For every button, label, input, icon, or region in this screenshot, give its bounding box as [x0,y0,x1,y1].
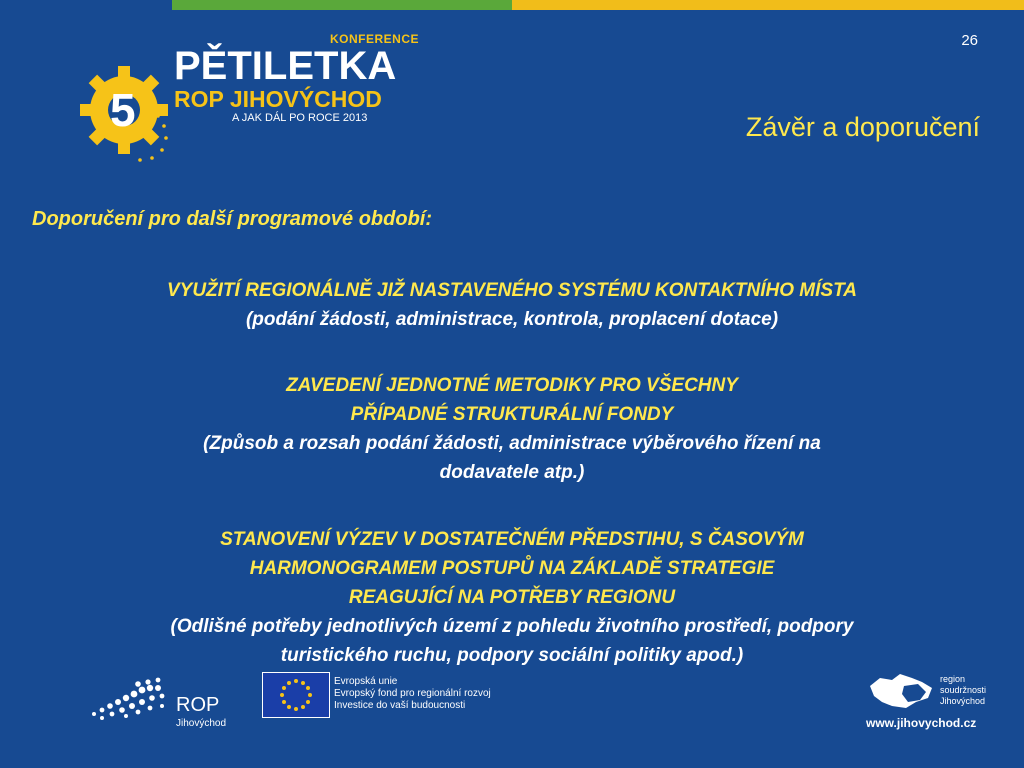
top-bar-yellow-segment [512,0,1024,10]
recommendation-3 [20,525,1004,670]
recommendation-3-note-line-1: (Odlišné potřeby jednotlivých území z pohledu životního prostředí, podpory [170,616,854,637]
region-text [940,674,986,707]
recommendation-2 [20,371,1004,487]
eu-text [334,676,491,712]
recommendation-2-headline-line-2: PŘÍPADNÉ STRUKTURÁLNÍ FONDY [350,404,674,425]
svg-text:5: 5 [110,84,136,136]
rop-label: ROP [176,694,220,716]
logo-name: PĚTILETKA [174,44,397,88]
recommendation-1-note-line-1: (podání žádosti, administrace, kontrola, proplacení dotace) [245,309,779,330]
region-text-line-1: region [940,674,966,684]
czech-map-icon [866,672,936,712]
top-color-bar [0,0,1024,10]
region-text-line-2: soudržnosti [940,685,987,695]
recommendation-3-headline-line-2: HARMONOGRAMEM POSTUPŮ NA ZÁKLADĚ STRATEGIE [249,558,775,579]
eu-text-line-1: Evropská unie [334,676,398,687]
recommendation-2-note-line-2: dodavatele atp.) [439,462,585,483]
section-heading: Doporučení pro další programové období: [32,208,433,230]
rop-logo [88,672,248,736]
recommendation-3-headline-line-3: REAGUJÍCÍ NA POTŘEBY REGIONU [348,587,676,608]
recommendation-1 [20,276,1004,334]
conference-logo [80,30,420,165]
logo-subtitle: A JAK DÁL PO ROCE 2013 [232,112,368,124]
region-logo [866,672,996,742]
rop-dots-icon [88,676,172,720]
website-url: www.jihovychod.cz [866,716,977,730]
rop-sub-label: Jihovýchod [176,718,227,729]
logo-conference-label: KONFERENCE [330,32,420,46]
recommendation-1-headline-line-1: VYUŽITÍ REGIONÁLNĚ JIŽ NASTAVENÉHO SYSTÉMU KONTAKTNÍHO MÍSTA [166,280,857,301]
recommendation-3-note-line-2: turistického ruchu, podpory sociální politiky apod.) [280,645,744,666]
region-text-line-3: Jihovýchod [940,696,986,706]
gear-five-icon [80,30,172,165]
logo-program: ROP JIHOVÝCHOD [174,86,382,112]
top-bar-green-segment [172,0,512,10]
slide-title: Závěr a doporučení [745,112,980,142]
recommendation-3-headline-line-1: STANOVENÍ VÝZEV V DOSTATEČNÉM PŘEDSTIHU, S ČASOVÝM [220,529,804,550]
eu-flag-icon [262,672,330,718]
recommendation-2-note-line-1: (Způsob a rozsah podání žádosti, administrace výběrového řízení na [203,433,821,454]
top-bar-blue-segment [0,0,172,10]
eu-text-line-3: Investice do vaší budoucnosti [334,700,466,711]
page-number: 26 [961,32,978,49]
eu-text-line-2: Evropský fond pro regionální rozvoj [334,688,491,699]
recommendation-2-headline-line-1: ZAVEDENÍ JEDNOTNÉ METODIKY PRO VŠECHNY [286,375,738,396]
